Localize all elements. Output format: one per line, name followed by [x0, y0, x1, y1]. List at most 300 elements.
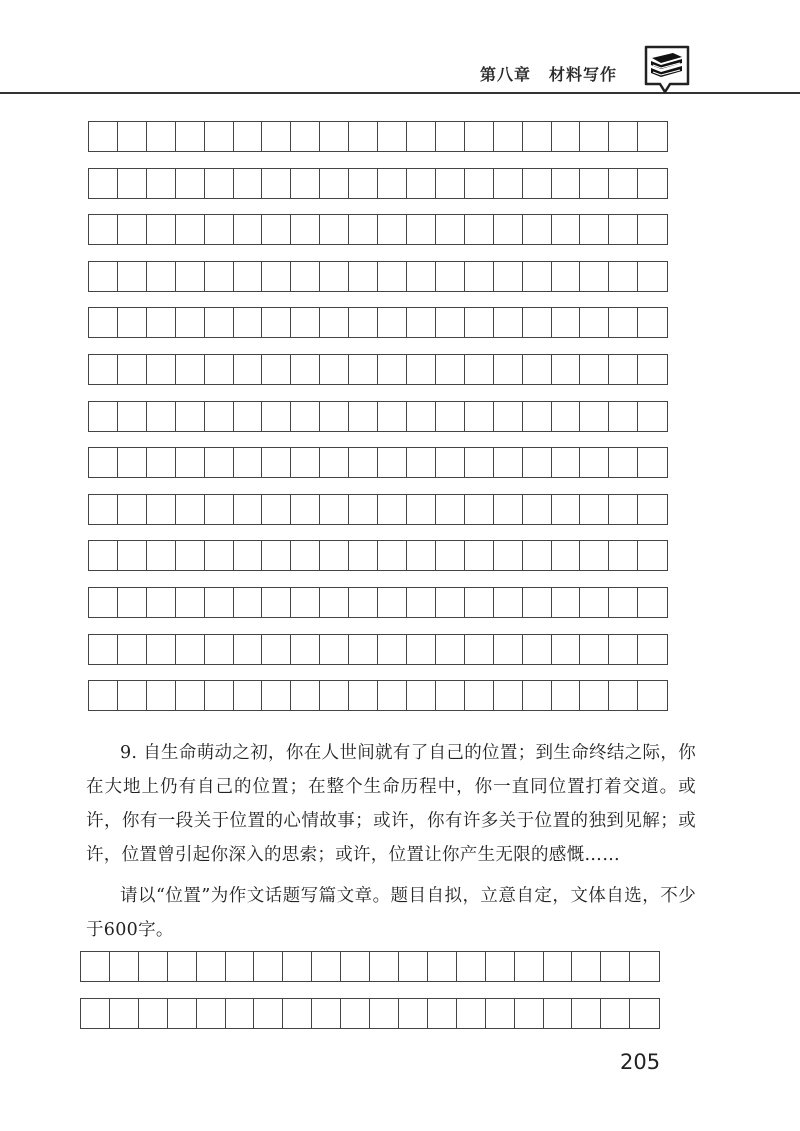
grid-row: [88, 168, 666, 199]
grid-cell: [493, 634, 523, 665]
grid-cell: [311, 998, 341, 1029]
grid-cell: [522, 261, 552, 292]
grid-cell: [319, 447, 349, 478]
grid-cell: [290, 354, 320, 385]
grid-cell: [377, 587, 407, 618]
grid-cell: [427, 998, 457, 1029]
grid-row: [88, 540, 666, 571]
grid-cell: [377, 540, 407, 571]
grid-cell: [522, 540, 552, 571]
grid-cell: [551, 121, 581, 152]
grid-cell: [579, 354, 609, 385]
grid-cell: [522, 354, 552, 385]
chapter-title: 材料写作: [549, 65, 618, 84]
grid-cell: [204, 261, 234, 292]
grid-cell: [319, 494, 349, 525]
grid-cell: [608, 494, 638, 525]
grid-cell: [464, 587, 494, 618]
grid-cell: [253, 951, 283, 982]
grid-cell: [377, 401, 407, 432]
question-paragraph-2: 请以“位置”为作文话题写篇文章。题目自拟，立意自定，文体自选，不少于600字。: [86, 886, 696, 940]
grid-cell: [637, 168, 667, 199]
grid-cell: [340, 998, 370, 1029]
grid-cell: [261, 494, 291, 525]
grid-cell: [175, 307, 205, 338]
grid-cell: [435, 447, 465, 478]
grid-cell: [608, 307, 638, 338]
grid-cell: [282, 998, 312, 1029]
grid-cell: [290, 540, 320, 571]
grid-cell: [233, 587, 263, 618]
grid-cell: [579, 307, 609, 338]
grid-cell: [88, 494, 118, 525]
grid-cell: [225, 998, 255, 1029]
grid-cell: [369, 951, 399, 982]
grid-cell: [319, 587, 349, 618]
grid-cell: [204, 540, 234, 571]
grid-cell: [196, 998, 226, 1029]
grid-cell: [117, 261, 147, 292]
grid-cell: [261, 168, 291, 199]
grid-cell: [175, 494, 205, 525]
grid-cell: [600, 951, 630, 982]
grid-cell: [290, 307, 320, 338]
grid-cell: [608, 354, 638, 385]
grid-cell: [204, 447, 234, 478]
grid-cell: [377, 121, 407, 152]
grid-cell: [485, 951, 515, 982]
grid-cell: [435, 540, 465, 571]
grid-cell: [551, 494, 581, 525]
grid-cell: [117, 401, 147, 432]
grid-cell: [261, 121, 291, 152]
grid-cell: [608, 634, 638, 665]
grid-cell: [319, 261, 349, 292]
grid-row: [88, 447, 666, 478]
grid-cell: [406, 401, 436, 432]
grid-cell: [233, 634, 263, 665]
grid-cell: [88, 401, 118, 432]
grid-cell: [522, 168, 552, 199]
grid-cell: [117, 540, 147, 571]
grid-cell: [117, 121, 147, 152]
grid-cell: [80, 951, 110, 982]
grid-cell: [608, 447, 638, 478]
grid-cell: [146, 168, 176, 199]
grid-cell: [109, 998, 139, 1029]
grid-cell: [319, 680, 349, 711]
grid-cell: [146, 307, 176, 338]
grid-cell: [551, 634, 581, 665]
grid-cell: [579, 634, 609, 665]
grid-cell: [175, 540, 205, 571]
grid-cell: [464, 261, 494, 292]
grid-cell: [117, 307, 147, 338]
grid-cell: [233, 307, 263, 338]
grid-cell: [319, 401, 349, 432]
grid-cell: [406, 494, 436, 525]
grid-row: [80, 998, 658, 1029]
grid-cell: [261, 401, 291, 432]
grid-cell: [348, 401, 378, 432]
grid-cell: [261, 261, 291, 292]
grid-cell: [629, 998, 659, 1029]
grid-cell: [464, 121, 494, 152]
grid-row: [88, 214, 666, 245]
grid-cell: [290, 680, 320, 711]
grid-cell: [233, 121, 263, 152]
grid-cell: [493, 261, 523, 292]
grid-cell: [406, 587, 436, 618]
grid-cell: [348, 214, 378, 245]
grid-cell: [117, 447, 147, 478]
grid-cell: [233, 680, 263, 711]
grid-cell: [146, 214, 176, 245]
grid-cell: [146, 680, 176, 711]
grid-cell: [637, 540, 667, 571]
grid-cell: [204, 354, 234, 385]
grid-cell: [167, 998, 197, 1029]
grid-cell: [117, 587, 147, 618]
grid-cell: [175, 354, 205, 385]
grid-cell: [637, 121, 667, 152]
grid-cell: [88, 354, 118, 385]
grid-cell: [146, 587, 176, 618]
grid-cell: [88, 447, 118, 478]
grid-cell: [204, 168, 234, 199]
grid-cell: [551, 447, 581, 478]
grid-cell: [637, 680, 667, 711]
grid-cell: [522, 494, 552, 525]
grid-cell: [233, 261, 263, 292]
grid-cell: [522, 214, 552, 245]
grid-cell: [88, 214, 118, 245]
grid-cell: [464, 494, 494, 525]
grid-cell: [485, 998, 515, 1029]
grid-cell: [398, 951, 428, 982]
grid-cell: [456, 998, 486, 1029]
grid-cell: [282, 951, 312, 982]
grid-cell: [493, 121, 523, 152]
grid-cell: [514, 951, 544, 982]
grid-cell: [80, 998, 110, 1029]
grid-cell: [348, 121, 378, 152]
grid-cell: [493, 168, 523, 199]
grid-cell: [225, 951, 255, 982]
grid-cell: [493, 307, 523, 338]
grid-cell: [406, 447, 436, 478]
grid-cell: [88, 587, 118, 618]
grid-cell: [637, 447, 667, 478]
grid-cell: [637, 634, 667, 665]
grid-cell: [435, 354, 465, 385]
grid-cell: [456, 951, 486, 982]
grid-cell: [348, 540, 378, 571]
running-header: [480, 62, 635, 85]
grid-cell: [406, 680, 436, 711]
grid-cell: [233, 401, 263, 432]
grid-cell: [175, 680, 205, 711]
grid-cell: [608, 168, 638, 199]
grid-cell: [406, 214, 436, 245]
grid-cell: [551, 401, 581, 432]
grid-cell: [146, 634, 176, 665]
grid-row: [80, 951, 658, 982]
grid-cell: [88, 261, 118, 292]
grid-cell: [406, 354, 436, 385]
grid-cell: [493, 587, 523, 618]
grid-cell: [551, 540, 581, 571]
grid-cell: [109, 951, 139, 982]
grid-cell: [435, 494, 465, 525]
grid-cell: [146, 447, 176, 478]
grid-cell: [319, 540, 349, 571]
grid-cell: [290, 587, 320, 618]
grid-cell: [398, 998, 428, 1029]
grid-cell: [348, 634, 378, 665]
grid-cell: [514, 998, 544, 1029]
grid-cell: [138, 998, 168, 1029]
grid-cell: [290, 447, 320, 478]
grid-cell: [551, 168, 581, 199]
grid-cell: [319, 354, 349, 385]
grid-cell: [464, 168, 494, 199]
grid-cell: [579, 447, 609, 478]
grid-cell: [233, 540, 263, 571]
grid-cell: [493, 447, 523, 478]
grid-row: [88, 261, 666, 292]
grid-cell: [204, 214, 234, 245]
grid-cell: [637, 401, 667, 432]
grid-cell: [493, 354, 523, 385]
grid-cell: [600, 998, 630, 1029]
grid-cell: [204, 401, 234, 432]
grid-cell: [233, 214, 263, 245]
grid-cell: [493, 540, 523, 571]
grid-cell: [608, 587, 638, 618]
grid-cell: [377, 494, 407, 525]
grid-cell: [261, 634, 291, 665]
grid-cell: [377, 168, 407, 199]
grid-cell: [551, 307, 581, 338]
grid-cell: [522, 307, 552, 338]
grid-cell: [637, 307, 667, 338]
grid-cell: [427, 951, 457, 982]
grid-cell: [551, 214, 581, 245]
grid-cell: [522, 634, 552, 665]
grid-cell: [435, 401, 465, 432]
grid-cell: [340, 951, 370, 982]
grid-cell: [579, 261, 609, 292]
question-paragraph-1: 9. 自生命萌动之初，你在人世间就有了自己的位置；到生命终结之际，你在大地上仍有自己的位置；在整个生命历程中，你一直同位置打着交道。或许，你有一段关于位置的心情故事；或许，你有许多关于位置的独到见解；或许，位置曾引起你深入的思索；或许，位置让你产生无限的感慨……: [86, 743, 696, 865]
grid-cell: [579, 214, 609, 245]
grid-cell: [175, 121, 205, 152]
grid-cell: [435, 168, 465, 199]
grid-cell: [117, 168, 147, 199]
grid-cell: [175, 587, 205, 618]
grid-row: [88, 307, 666, 338]
grid-cell: [579, 494, 609, 525]
grid-cell: [138, 951, 168, 982]
grid-cell: [88, 680, 118, 711]
grid-cell: [290, 401, 320, 432]
grid-cell: [435, 261, 465, 292]
grid-cell: [319, 634, 349, 665]
grid-cell: [311, 951, 341, 982]
grid-row: [88, 494, 666, 525]
grid-cell: [290, 261, 320, 292]
grid-cell: [319, 168, 349, 199]
grid-cell: [377, 214, 407, 245]
question-9: [86, 736, 696, 947]
grid-cell: [608, 214, 638, 245]
grid-cell: [319, 307, 349, 338]
grid-cell: [464, 401, 494, 432]
grid-cell: [88, 634, 118, 665]
grid-cell: [522, 121, 552, 152]
grid-row: [88, 680, 666, 711]
chapter-label: 第八章: [480, 65, 532, 84]
grid-cell: [117, 680, 147, 711]
grid-cell: [290, 214, 320, 245]
grid-cell: [435, 680, 465, 711]
grid-cell: [637, 214, 667, 245]
grid-cell: [233, 494, 263, 525]
grid-cell: [522, 587, 552, 618]
grid-cell: [637, 354, 667, 385]
grid-cell: [146, 540, 176, 571]
grid-cell: [348, 680, 378, 711]
grid-cell: [88, 121, 118, 152]
grid-cell: [146, 354, 176, 385]
grid-cell: [261, 354, 291, 385]
grid-cell: [175, 634, 205, 665]
grid-cell: [571, 951, 601, 982]
grid-cell: [348, 587, 378, 618]
grid-cell: [319, 214, 349, 245]
grid-cell: [551, 354, 581, 385]
grid-cell: [406, 634, 436, 665]
grid-cell: [167, 951, 197, 982]
grid-cell: [261, 587, 291, 618]
grid-cell: [146, 401, 176, 432]
grid-cell: [88, 540, 118, 571]
book-stack-icon: [643, 44, 691, 94]
grid-cell: [319, 121, 349, 152]
grid-cell: [348, 307, 378, 338]
grid-cell: [348, 168, 378, 199]
grid-cell: [117, 354, 147, 385]
grid-cell: [522, 401, 552, 432]
grid-cell: [175, 401, 205, 432]
grid-cell: [608, 121, 638, 152]
grid-row: [88, 401, 666, 432]
grid-row: [88, 121, 666, 152]
grid-cell: [543, 998, 573, 1029]
grid-cell: [290, 168, 320, 199]
grid-cell: [629, 951, 659, 982]
grid-cell: [637, 261, 667, 292]
grid-cell: [608, 401, 638, 432]
grid-cell: [253, 998, 283, 1029]
grid-cell: [464, 354, 494, 385]
grid-cell: [348, 494, 378, 525]
grid-cell: [435, 587, 465, 618]
grid-cell: [608, 261, 638, 292]
grid-cell: [175, 261, 205, 292]
grid-cell: [551, 680, 581, 711]
grid-cell: [348, 354, 378, 385]
grid-cell: [204, 121, 234, 152]
grid-cell: [579, 680, 609, 711]
grid-cell: [406, 168, 436, 199]
grid-cell: [377, 680, 407, 711]
grid-cell: [551, 587, 581, 618]
grid-cell: [204, 587, 234, 618]
grid-row: [88, 634, 666, 665]
grid-cell: [290, 634, 320, 665]
grid-cell: [175, 214, 205, 245]
grid-cell: [348, 261, 378, 292]
grid-cell: [88, 307, 118, 338]
grid-cell: [435, 307, 465, 338]
grid-cell: [377, 447, 407, 478]
grid-cell: [146, 121, 176, 152]
grid-cell: [233, 447, 263, 478]
grid-cell: [608, 540, 638, 571]
grid-cell: [406, 307, 436, 338]
grid-cell: [579, 401, 609, 432]
grid-cell: [435, 121, 465, 152]
grid-cell: [377, 261, 407, 292]
grid-cell: [369, 998, 399, 1029]
grid-cell: [522, 447, 552, 478]
grid-cell: [175, 168, 205, 199]
grid-cell: [464, 540, 494, 571]
grid-cell: [117, 214, 147, 245]
grid-cell: [377, 307, 407, 338]
grid-cell: [435, 634, 465, 665]
grid-cell: [117, 494, 147, 525]
grid-cell: [579, 121, 609, 152]
grid-row: [88, 587, 666, 618]
grid-cell: [233, 168, 263, 199]
grid-cell: [551, 261, 581, 292]
grid-cell: [464, 680, 494, 711]
grid-cell: [493, 214, 523, 245]
grid-cell: [290, 494, 320, 525]
grid-cell: [146, 494, 176, 525]
grid-cell: [261, 307, 291, 338]
grid-cell: [543, 951, 573, 982]
grid-cell: [522, 680, 552, 711]
page-number: 205: [620, 1050, 661, 1074]
grid-cell: [493, 494, 523, 525]
grid-cell: [464, 447, 494, 478]
grid-cell: [464, 634, 494, 665]
grid-cell: [204, 634, 234, 665]
grid-cell: [464, 307, 494, 338]
grid-cell: [261, 680, 291, 711]
grid-cell: [290, 121, 320, 152]
grid-cell: [88, 168, 118, 199]
grid-cell: [261, 540, 291, 571]
grid-cell: [406, 540, 436, 571]
grid-cell: [406, 261, 436, 292]
grid-cell: [117, 634, 147, 665]
grid-cell: [579, 540, 609, 571]
grid-cell: [377, 354, 407, 385]
